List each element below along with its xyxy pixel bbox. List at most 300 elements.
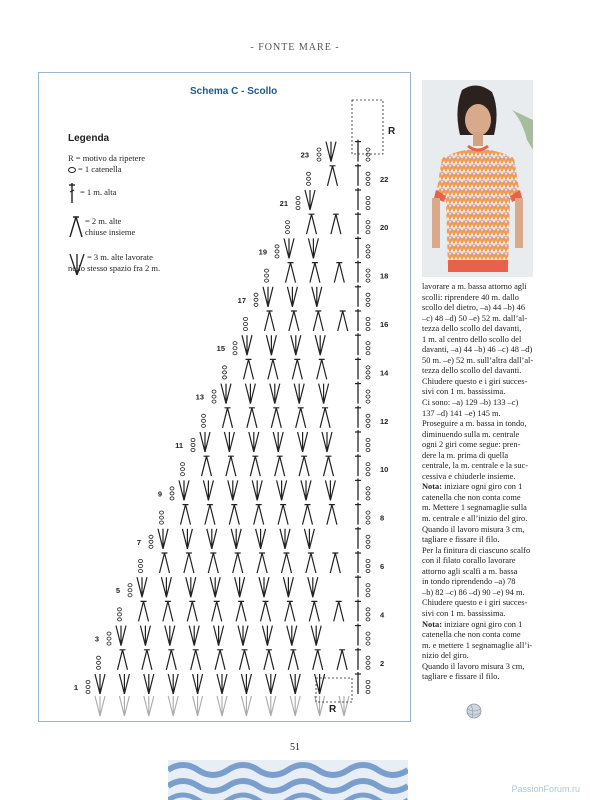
chain-stitch (233, 352, 237, 355)
dc2tog-stitch (118, 650, 128, 670)
row-number: 18 (380, 271, 389, 281)
chain-stitch (366, 226, 370, 229)
shell-stitch (266, 674, 276, 694)
shell-stitch (245, 384, 255, 404)
shell-stitch (200, 432, 210, 452)
row-number: 6 (380, 562, 385, 571)
text-line: scolli: riprendere 40 m. dallo (422, 292, 519, 302)
shell-stitch (294, 384, 304, 404)
chain-stitch (366, 511, 370, 514)
dc2tog-stitch (328, 166, 338, 186)
chain-stitch (366, 637, 370, 640)
text-line: sivi con 1 m. bassissima. (422, 608, 506, 618)
chain-stitch (366, 618, 370, 621)
shell-stitch (322, 432, 332, 452)
chain-stitch (317, 153, 321, 156)
chain-stitch (366, 589, 370, 592)
chain-stitch (317, 148, 321, 151)
chain-stitch (97, 661, 101, 664)
legend-dc: = 1 m. alta (68, 182, 116, 204)
chain-stitch (366, 463, 370, 466)
text-line: Proseguire a m. bassa in tondo, (422, 419, 527, 429)
shell-stitch (221, 384, 231, 404)
dc2tog-stitch (233, 553, 243, 573)
base-shell (95, 696, 105, 716)
dc2tog-stitch (313, 311, 323, 331)
shell-stitch (137, 577, 147, 597)
row-number: 15 (216, 344, 225, 354)
shell-stitch (270, 384, 280, 404)
base-shell (119, 696, 129, 716)
chain-stitch (86, 690, 90, 693)
dc2tog-stitch (334, 601, 344, 621)
base-shell (339, 696, 349, 716)
chain-stitch (366, 564, 370, 567)
chain-stitch (366, 221, 370, 224)
dc2tog-stitch (205, 505, 215, 525)
shell-stitch (189, 626, 199, 646)
chain-stitch (275, 255, 279, 258)
text-line: ogni 2 giri come segue: pren- (422, 440, 521, 450)
shell-stitch (312, 287, 322, 307)
chain-stitch (366, 177, 370, 180)
watermark: PassionForum.ru (511, 784, 580, 794)
base-shell (168, 696, 178, 716)
shell-stitch (241, 674, 251, 694)
shell-stitch (207, 529, 217, 549)
chain-stitch (366, 642, 370, 645)
shell-stitch (231, 529, 241, 549)
row-number: 19 (258, 247, 267, 257)
chain-stitch (366, 487, 370, 490)
repeat-box-top (352, 100, 383, 154)
base-shell (144, 696, 154, 716)
dc2tog-stitch (240, 650, 250, 670)
row-number: 13 (195, 392, 204, 402)
text-line: catenella che non conta come (422, 630, 521, 640)
chain-stitch (149, 535, 153, 538)
row-number: 7 (136, 537, 141, 547)
chain-stitch (181, 463, 185, 466)
shell-stitch (262, 626, 272, 646)
chain-stitch (366, 352, 370, 355)
shell-stitch (325, 480, 335, 500)
chain-stitch (366, 540, 370, 543)
chain-stitch (128, 594, 132, 597)
shell-stitch (291, 335, 301, 355)
shell-stitch (158, 529, 168, 549)
chain-stitch (118, 618, 122, 621)
dc2tog-stitch (184, 553, 194, 573)
base-shell (217, 696, 227, 716)
chain-stitch (366, 255, 370, 258)
chain-stitch (170, 497, 174, 500)
row-number: 12 (380, 416, 389, 426)
row-number: 21 (279, 199, 288, 208)
dc2tog-stitch (236, 601, 246, 621)
shell-stitch (301, 480, 311, 500)
chain-stitch (366, 656, 370, 659)
chain-stitch (128, 589, 132, 592)
chain-stitch (118, 613, 122, 616)
chain-stitch (366, 661, 370, 664)
chain-stitch (366, 245, 370, 248)
dc2tog-stitch (229, 505, 239, 525)
chain-stitch (366, 535, 370, 538)
chain-stitch (296, 206, 300, 209)
chain-stitch (139, 559, 143, 562)
chain-stitch (181, 468, 185, 471)
shell-stitch (290, 674, 300, 694)
legend-title: Legenda (68, 133, 110, 144)
dc2tog-stitch (306, 553, 316, 573)
yarn-ball-icon (466, 703, 482, 719)
chain-stitch (86, 680, 90, 683)
chain-stitch (366, 303, 370, 306)
chain-stitch (170, 487, 174, 490)
dc2tog-stitch (226, 456, 236, 476)
chain-stitch (366, 680, 370, 683)
row-number: 17 (237, 295, 246, 305)
text-line: Ci sono: –a) 129 –b) 133 –c) (422, 398, 519, 408)
chain-stitch (366, 594, 370, 597)
chain-stitch (366, 279, 370, 282)
shell-stitch (280, 529, 290, 549)
chain-stitch (128, 584, 132, 587)
shell-stitch (179, 480, 189, 500)
dc2tog-stitch (202, 456, 212, 476)
chain-stitch (223, 371, 227, 374)
dc2tog-stitch (215, 650, 225, 670)
shell-stitch (214, 626, 224, 646)
legend-repeat: R = motivo da ripetere (68, 153, 146, 163)
chain-stitch (366, 414, 370, 417)
chain-stitch (366, 473, 370, 476)
chain-stitch (366, 608, 370, 611)
chain-stitch (366, 342, 370, 345)
text-line: 137 –d) 141 –e) 145 m. (422, 408, 501, 418)
shell-stitch (119, 674, 129, 694)
chain-stitch (160, 521, 164, 524)
chain-stitch (244, 317, 248, 320)
chain-stitch (366, 196, 370, 199)
chain-stitch (202, 419, 206, 422)
chain-stitch (191, 438, 195, 441)
shell-stitch (161, 577, 171, 597)
shell-stitch (182, 529, 192, 549)
chain-stitch (296, 196, 300, 199)
text-line: in tondo riprendendo –a) 78 (422, 577, 516, 587)
chain-stitch (254, 293, 258, 296)
dc2tog-stitch (337, 650, 347, 670)
note-label: Nota: (422, 619, 443, 629)
dc2tog-stitch (282, 553, 292, 573)
chain-stitch (97, 656, 101, 659)
text-line: Chiudere questo e i giri succes- (422, 598, 528, 608)
chain-stitch (366, 206, 370, 209)
text-line: m. Mettere 1 segnamaglie sulla (422, 503, 527, 513)
dc2tog-stitch (317, 359, 327, 379)
text-line: catenella che non conta come (422, 492, 521, 502)
row-number: 23 (300, 150, 309, 160)
chain-stitch (212, 395, 216, 398)
row-number: 11 (175, 441, 183, 450)
dc2tog-stitch (320, 408, 330, 428)
dc2tog-stitch (268, 359, 278, 379)
shell-stitch (116, 626, 126, 646)
dc2tog-stitch (181, 505, 191, 525)
chain-stitch (212, 400, 216, 403)
shell-stitch (273, 432, 283, 452)
text-line: tezza dello scollo del davanti, (422, 324, 522, 334)
text-line: lavorare a m. bassa attorno agli (422, 282, 527, 291)
chain-stitch (366, 497, 370, 500)
shell-stitch (249, 432, 259, 452)
dc2tog-stitch (187, 601, 197, 621)
base-shell (290, 696, 300, 716)
chain-stitch (286, 226, 290, 229)
row-number: 14 (380, 368, 389, 378)
dc2tog-stitch (309, 601, 319, 621)
dc2tog-stitch (278, 505, 288, 525)
dc2tog-stitch (285, 601, 295, 621)
chain-stitch (160, 511, 164, 514)
shell-stitch (186, 577, 196, 597)
chain-stitch (366, 250, 370, 253)
chain-stitch (254, 298, 258, 301)
chain-stitch (286, 221, 290, 224)
dc2tog-stitch (299, 456, 309, 476)
text-line: dere la m. prima di quella (422, 450, 509, 460)
dc2tog-stitch (292, 359, 302, 379)
shell-stitch (266, 335, 276, 355)
dc2tog-stitch (289, 311, 299, 331)
chain-stitch (366, 443, 370, 446)
row-number: 16 (380, 320, 389, 329)
shell-stitch (304, 529, 314, 549)
chain-stitch (233, 342, 237, 345)
chain-stitch (366, 468, 370, 471)
shell-stitch (165, 626, 175, 646)
row-number: 22 (380, 174, 389, 184)
chain-stitch (366, 293, 370, 296)
base-shell (241, 696, 251, 716)
dc2tog-stitch (275, 456, 285, 476)
dc2tog-stitch (296, 408, 306, 428)
shell-stitch (308, 577, 318, 597)
shell-stitch (308, 238, 318, 258)
chain-stitch (366, 419, 370, 422)
row-number: 4 (380, 610, 385, 620)
dc2tog-stitch (212, 601, 222, 621)
shell-stitch (203, 480, 213, 500)
shell-stitch (256, 529, 266, 549)
chain-stitch (366, 400, 370, 403)
chain-stitch (366, 448, 370, 451)
text-line: –c) 48 –d) 50 –e) 52 m. dall’al- (422, 313, 528, 323)
chain-stitch (181, 473, 185, 476)
chain-stitch (366, 666, 370, 669)
dc2tog-stitch (261, 601, 271, 621)
repeat-label-top: R (388, 126, 396, 137)
chain-stitch (212, 390, 216, 393)
row-number: 9 (157, 489, 162, 499)
chain-stitch (223, 376, 227, 379)
chain-stitch (366, 158, 370, 161)
dc2tog-stitch (331, 214, 341, 234)
chain-stitch (366, 182, 370, 185)
chain-stitch (107, 642, 111, 645)
dc2tog-stitch (288, 650, 298, 670)
row-number: 20 (380, 223, 389, 233)
row-number: 8 (380, 513, 385, 523)
chain-stitch (366, 172, 370, 175)
chain-stitch (366, 376, 370, 379)
base-shell (315, 696, 325, 716)
dc2tog-stitch (247, 408, 257, 428)
text-line: tezza dello scollo del davanti. (422, 366, 522, 376)
shell-stitch (224, 432, 234, 452)
dc2tog-stitch (142, 650, 152, 670)
dc2tog-stitch (250, 456, 260, 476)
chain-stitch (275, 250, 279, 253)
chain-stitch (366, 317, 370, 320)
chain-stitch (317, 158, 321, 161)
dc2tog-stitch (139, 601, 149, 621)
running-header: - FONTE MARE - (250, 42, 340, 53)
chain-stitch (366, 685, 370, 688)
chain-stitch (139, 564, 143, 567)
chain-stitch (202, 414, 206, 417)
shell-stitch (298, 432, 308, 452)
shell-stitch (315, 335, 325, 355)
chain-stitch (265, 274, 269, 277)
chain-stitch (366, 148, 370, 151)
text-line: tagliare e fissare il filo. (422, 672, 500, 682)
chain-stitch (366, 424, 370, 427)
chain-stitch (366, 492, 370, 495)
chain-stitch (244, 322, 248, 325)
shell-stitch (259, 577, 269, 597)
shell-stitch (242, 335, 252, 355)
shell-stitch (168, 674, 178, 694)
chain-stitch (191, 448, 195, 451)
text-line: Per la finitura di ciascuno scalfo (422, 545, 531, 555)
dc2tog-stitch (264, 650, 274, 670)
chain-stitch (366, 366, 370, 369)
row-number: 2 (380, 658, 385, 668)
chain-stitch (366, 274, 370, 277)
chain-stitch (296, 201, 300, 204)
dc2tog-stitch (160, 553, 170, 573)
dc2tog-stitch (307, 214, 317, 234)
chain-stitch (107, 632, 111, 635)
text-line: m. e mettere 1 segnamaglie all’i- (422, 640, 533, 650)
shell-stitch (193, 674, 203, 694)
shell-stitch (252, 480, 262, 500)
shell-stitch (287, 287, 297, 307)
chain-stitch (366, 371, 370, 374)
chain-stitch (366, 322, 370, 325)
dc2tog-stitch (334, 263, 344, 283)
shell-stitch (287, 626, 297, 646)
text-line: diminuendo sulla m. centrale (422, 429, 520, 439)
chain-stitch (366, 231, 370, 234)
text-line: –b) 82 –c) 86 –d) 90 –e) 94 m. (422, 587, 525, 597)
chain-stitch (275, 245, 279, 248)
shell-stitch (217, 674, 227, 694)
shell-stitch (228, 480, 238, 500)
page-number: 51 (290, 742, 300, 753)
chain-stitch (366, 390, 370, 393)
chain-stitch (366, 521, 370, 524)
chain-stitch (223, 366, 227, 369)
chain-stitch (366, 327, 370, 330)
stitch-detail-photo (168, 760, 408, 800)
dc2tog-stitch (271, 408, 281, 428)
base-shell (193, 696, 203, 716)
chain-stitch (366, 347, 370, 350)
text-line: con il filato corallo lavorare (422, 556, 516, 566)
chain-stitch (118, 608, 122, 611)
chain-stitch (366, 569, 370, 572)
text-line: attorno agli scalfi a m. bassa (422, 566, 518, 576)
shell-stitch (235, 577, 245, 597)
chain-stitch (244, 327, 248, 330)
chain-stitch (139, 569, 143, 572)
instructions-text (422, 282, 544, 683)
dc2tog-stitch (163, 601, 173, 621)
chain-stitch (286, 231, 290, 234)
shell-stitch (263, 287, 273, 307)
dc2tog-stitch (313, 650, 323, 670)
shell-stitch (283, 577, 293, 597)
chain-stitch (160, 516, 164, 519)
chain-stitch (191, 443, 195, 446)
chain-stitch (366, 632, 370, 635)
note-label: Nota: (422, 482, 443, 492)
text-line: Nota: iniziare ogni giro con 1 (422, 482, 523, 492)
text-line: m. centrale e all’inizio del giro. (422, 514, 528, 524)
dc2tog-stitch (223, 408, 233, 428)
text-line: nizio del giro. (422, 651, 469, 661)
dc2tog-icon (68, 216, 84, 238)
row-number: 10 (380, 465, 389, 475)
base-shell (266, 696, 276, 716)
chain-stitch (233, 347, 237, 350)
chain-stitch (307, 177, 311, 180)
chain-stitch (366, 545, 370, 548)
shell-stitch (277, 480, 287, 500)
dc2tog-stitch (324, 456, 334, 476)
row-number: 1 (73, 683, 78, 692)
dc2tog-stitch (208, 553, 218, 573)
chain-symbol-icon (68, 167, 76, 173)
text-line: Quando il lavoro misura 3 cm, (422, 661, 525, 671)
schema-title: Schema C - Scollo (190, 86, 278, 97)
dc2tog-stitch (166, 650, 176, 670)
text-line: Quando il lavoro misura 3 cm, (422, 524, 525, 534)
chain-stitch (366, 613, 370, 616)
chain-stitch (170, 492, 174, 495)
row-number: 5 (115, 586, 120, 596)
chain-stitch (307, 172, 311, 175)
shell-stitch (210, 577, 220, 597)
double-crochet-icon (68, 182, 76, 204)
dc2tog-stitch (303, 505, 313, 525)
chain-stitch (366, 690, 370, 693)
text-line: centrale, la m. centrale e la suc- (422, 461, 529, 471)
